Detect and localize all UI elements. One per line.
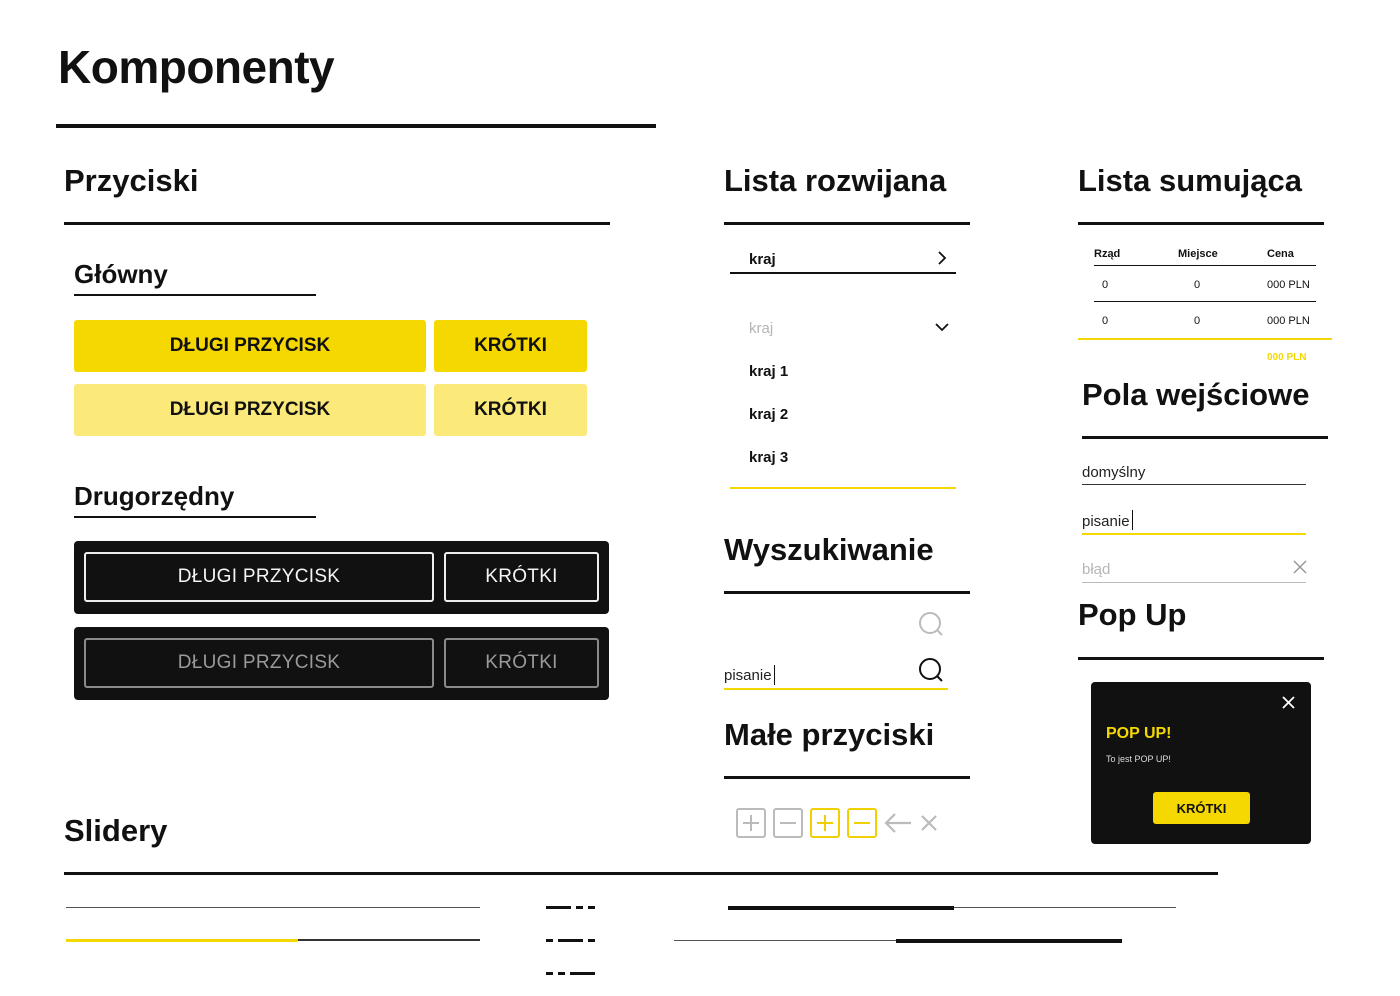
dropdown-open[interactable]	[730, 310, 956, 490]
step-indicator-2[interactable]	[546, 939, 596, 943]
dropdown-option[interactable]: kraj 2	[749, 406, 789, 423]
input-default-value: domyślny	[1082, 464, 1146, 481]
secondary-buttons-panel-disabled	[74, 627, 609, 700]
divider	[74, 516, 316, 518]
slider-fill	[66, 939, 298, 942]
popup-heading: POP UP!	[1106, 725, 1172, 742]
secondary-long-button-disabled[interactable]: DŁUGI PRZYCISK	[84, 638, 434, 688]
popup-dialog	[1091, 682, 1311, 844]
section-title-buttons: Przyciski	[64, 163, 199, 198]
chevron-down-icon	[935, 320, 949, 338]
subsection-title-secondary: Drugorzędny	[74, 481, 235, 511]
dropdown-closed[interactable]	[730, 244, 956, 274]
input-error[interactable]	[1082, 558, 1306, 584]
summary-table	[1094, 248, 1316, 348]
summary-total: 000 PLN	[1267, 352, 1307, 363]
table-header: Cena	[1267, 248, 1294, 260]
table-cell: 000 PLN	[1267, 315, 1310, 327]
divider	[74, 294, 316, 296]
dropdown-option[interactable]: kraj 1	[749, 363, 789, 380]
segment-slider-track[interactable]	[728, 907, 1176, 908]
clear-icon[interactable]	[1293, 560, 1307, 579]
minus-icon[interactable]	[847, 808, 877, 838]
plus-icon[interactable]	[810, 808, 840, 838]
section-title-popup: Pop Up	[1078, 597, 1187, 632]
chevron-right-icon	[936, 251, 948, 270]
popup-body: To jest POP UP!	[1106, 754, 1171, 764]
table-header: Miejsce	[1178, 248, 1218, 260]
search-icon[interactable]	[918, 611, 944, 642]
segment-slider-thumb[interactable]	[896, 939, 1122, 943]
secondary-short-button-disabled[interactable]: KRÓTKI	[444, 638, 599, 688]
close-icon[interactable]	[918, 812, 940, 839]
input-typing[interactable]	[1082, 510, 1306, 536]
divider	[724, 776, 970, 779]
search-input-value: pisanie	[724, 667, 772, 684]
close-icon[interactable]	[1282, 696, 1295, 714]
divider	[64, 872, 1218, 875]
primary-long-button[interactable]: DŁUGI PRZYCISK	[74, 320, 426, 372]
primary-long-button-disabled[interactable]: DŁUGI PRZYCISK	[74, 384, 426, 436]
search-input[interactable]	[724, 656, 948, 690]
table-cell: 0	[1102, 279, 1109, 291]
primary-short-button-disabled[interactable]: KRÓTKI	[434, 384, 587, 436]
minus-icon[interactable]	[773, 808, 803, 838]
divider	[724, 222, 970, 225]
divider	[64, 222, 610, 225]
section-title-inputs: Pola wejściowe	[1082, 377, 1310, 412]
text-cursor	[774, 665, 775, 685]
divider	[1078, 222, 1324, 225]
text-cursor	[1132, 510, 1133, 530]
dropdown-option[interactable]: kraj 3	[749, 449, 789, 466]
table-cell: 000 PLN	[1267, 279, 1310, 291]
input-typing-value: pisanie	[1082, 513, 1130, 530]
table-cell: 0	[1194, 315, 1201, 327]
secondary-short-button[interactable]: KRÓTKI	[444, 552, 599, 602]
slider-track[interactable]	[66, 907, 480, 908]
divider	[1078, 657, 1324, 660]
section-title-small-buttons: Małe przyciski	[724, 717, 935, 752]
step-indicator-1[interactable]	[546, 906, 596, 910]
arrow-left-icon[interactable]	[883, 810, 913, 841]
divider	[56, 124, 656, 128]
plus-icon[interactable]	[736, 808, 766, 838]
section-title-summary: Lista sumująca	[1078, 163, 1302, 198]
divider	[724, 591, 970, 594]
primary-short-button[interactable]: KRÓTKI	[434, 320, 587, 372]
input-error-value: błąd	[1082, 561, 1111, 578]
segment-slider-track[interactable]	[674, 940, 1122, 941]
section-title-sliders: Slidery	[64, 813, 168, 848]
page-title: Komponenty	[58, 41, 335, 93]
divider	[1082, 436, 1328, 439]
secondary-long-button[interactable]: DŁUGI PRZYCISK	[84, 552, 434, 602]
section-title-dropdown: Lista rozwijana	[724, 163, 947, 198]
step-indicator-3[interactable]	[546, 972, 596, 976]
table-cell: 0	[1102, 315, 1109, 327]
table-header: Rząd	[1094, 248, 1121, 260]
dropdown-placeholder: kraj	[749, 320, 774, 337]
section-title-search: Wyszukiwanie	[724, 532, 934, 567]
search-icon[interactable]	[918, 657, 944, 688]
secondary-buttons-panel	[74, 541, 609, 614]
table-cell: 0	[1194, 279, 1201, 291]
popup-button[interactable]: KRÓTKI	[1153, 792, 1250, 824]
dropdown-value: kraj	[749, 251, 776, 268]
input-default[interactable]	[1082, 462, 1306, 486]
segment-slider-thumb[interactable]	[728, 906, 954, 910]
subsection-title-primary: Główny	[74, 259, 168, 289]
slider-track-filled[interactable]	[66, 939, 480, 941]
